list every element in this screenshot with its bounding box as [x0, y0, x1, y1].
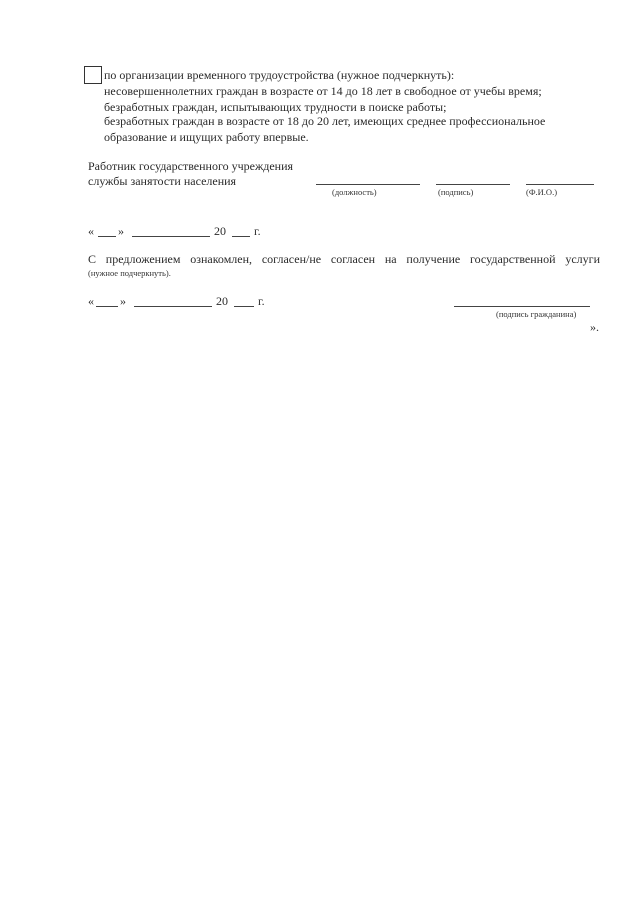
caption-fio: (Ф.И.О.) — [526, 187, 558, 197]
date2-month-line[interactable] — [134, 306, 212, 307]
consent-text: С предложением ознакомлен, согласен/не согласен на получение государственной услуги — [88, 252, 600, 266]
employee-title-line-2: службы занятости населения — [88, 174, 237, 188]
closing-quote: ». — [590, 320, 599, 334]
fio-line[interactable] — [526, 184, 594, 185]
consent-note: (нужное подчеркнуть). — [88, 268, 171, 278]
date2-suffix: г. — [258, 294, 265, 308]
date1-suffix: г. — [254, 224, 261, 238]
date1-year-prefix: 20 — [214, 224, 226, 238]
date2-year-line[interactable] — [234, 306, 254, 307]
date2-year-prefix: 20 — [216, 294, 228, 308]
date1-open-quote: « — [88, 224, 94, 238]
option-checkbox[interactable] — [84, 66, 102, 84]
date1-year-line[interactable] — [232, 236, 250, 237]
date2-day-line[interactable] — [96, 306, 118, 307]
position-line[interactable] — [316, 184, 420, 185]
date1-day-line[interactable] — [98, 236, 116, 237]
date2-close-quote: » — [120, 294, 126, 308]
caption-citizen-signature: (подпись гражданина) — [496, 309, 577, 319]
date2-open-quote: « — [88, 294, 94, 308]
option-line-3: безработных граждан, испытывающих трудности в поиске работы; — [104, 100, 447, 114]
date1-month-line[interactable] — [132, 236, 210, 237]
option-line-5: образование и ищущих работу впервые. — [104, 130, 309, 144]
option-line-2: несовершеннолетних граждан в возрасте от 14 до 18 лет в свободное от учебы время; — [104, 84, 542, 98]
date1-close-quote: » — [118, 224, 124, 238]
employee-title-line-1: Работник государственного учреждения — [88, 159, 294, 173]
caption-signature: (подпись) — [438, 187, 474, 197]
citizen-signature-line[interactable] — [454, 306, 590, 307]
option-line-1: по организации временного трудоустройства (нужное подчеркнуть): — [104, 68, 455, 82]
caption-position: (должность) — [332, 187, 377, 197]
signature-line[interactable] — [436, 184, 510, 185]
option-line-4: безработных граждан в возрасте от 18 до 20 лет, имеющих среднее профессиональное — [104, 114, 546, 128]
